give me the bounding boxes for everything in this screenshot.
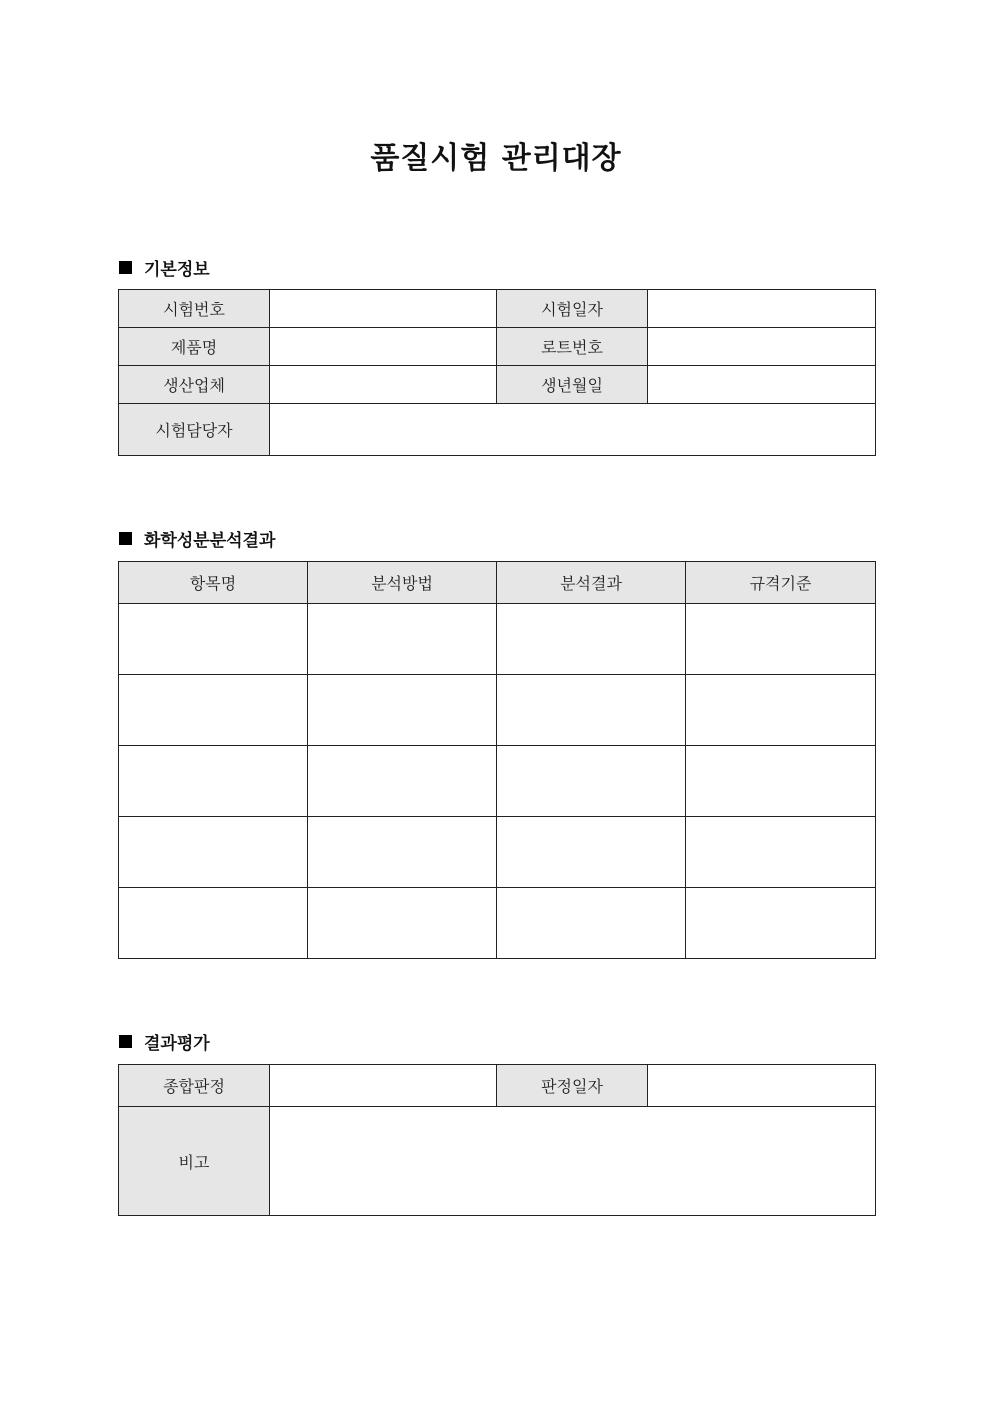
standard-cell[interactable]	[686, 604, 876, 675]
table-row	[119, 746, 876, 817]
item-name-cell[interactable]	[119, 746, 308, 817]
method-cell[interactable]	[308, 675, 497, 746]
test-number-field[interactable]	[270, 290, 497, 328]
overall-judgment-label: 종합판정	[119, 1065, 270, 1107]
result-cell[interactable]	[497, 675, 686, 746]
column-header-item: 항목명	[119, 562, 308, 604]
test-manager-label: 시험담당자	[119, 404, 270, 456]
basic-info-heading	[119, 255, 210, 280]
page-title: 품질시험 관리대장	[370, 141, 622, 176]
test-manager-field[interactable]	[270, 404, 876, 456]
table-row	[119, 675, 876, 746]
chem-analysis-table	[118, 561, 876, 959]
square-bullet-icon	[119, 261, 132, 274]
birth-date-field[interactable]	[648, 366, 876, 404]
product-name-field[interactable]	[270, 328, 497, 366]
item-name-cell[interactable]	[119, 817, 308, 888]
test-date-field[interactable]	[648, 290, 876, 328]
judgment-date-label: 판정일자	[497, 1065, 648, 1107]
item-name-cell[interactable]	[119, 675, 308, 746]
column-header-result: 분석결과	[497, 562, 686, 604]
chem-analysis-heading	[119, 526, 275, 551]
column-header-standard: 규격기준	[686, 562, 876, 604]
result-cell[interactable]	[497, 888, 686, 959]
lot-number-field[interactable]	[648, 328, 876, 366]
square-bullet-icon	[119, 532, 132, 545]
table-row	[119, 604, 876, 675]
lot-number-label: 로트번호	[497, 328, 648, 366]
product-name-label: 제품명	[119, 328, 270, 366]
table-row	[119, 888, 876, 959]
method-cell[interactable]	[308, 746, 497, 817]
basic-info-table	[118, 289, 876, 456]
result-eval-heading	[119, 1029, 210, 1054]
standard-cell[interactable]	[686, 675, 876, 746]
birth-date-label: 생년월일	[497, 366, 648, 404]
test-number-label: 시험번호	[119, 290, 270, 328]
method-cell[interactable]	[308, 817, 497, 888]
column-header-method: 분석방법	[308, 562, 497, 604]
remarks-label: 비고	[119, 1107, 270, 1216]
item-name-cell[interactable]	[119, 888, 308, 959]
result-eval-table	[118, 1064, 876, 1216]
result-cell[interactable]	[497, 604, 686, 675]
remarks-field[interactable]	[270, 1107, 876, 1216]
standard-cell[interactable]	[686, 888, 876, 959]
standard-cell[interactable]	[686, 817, 876, 888]
chem-analysis-heading-text: 화학성분분석결과	[144, 531, 276, 551]
method-cell[interactable]	[308, 888, 497, 959]
item-name-cell[interactable]	[119, 604, 308, 675]
manufacturer-field[interactable]	[270, 366, 497, 404]
table-row	[119, 817, 876, 888]
method-cell[interactable]	[308, 604, 497, 675]
result-eval-heading-text: 결과평가	[144, 1034, 210, 1054]
basic-info-heading-text: 기본정보	[144, 260, 210, 280]
standard-cell[interactable]	[686, 746, 876, 817]
manufacturer-label: 생산업체	[119, 366, 270, 404]
result-cell[interactable]	[497, 817, 686, 888]
judgment-date-field[interactable]	[648, 1065, 876, 1107]
result-cell[interactable]	[497, 746, 686, 817]
test-date-label: 시험일자	[497, 290, 648, 328]
overall-judgment-field[interactable]	[270, 1065, 497, 1107]
square-bullet-icon	[119, 1035, 132, 1048]
